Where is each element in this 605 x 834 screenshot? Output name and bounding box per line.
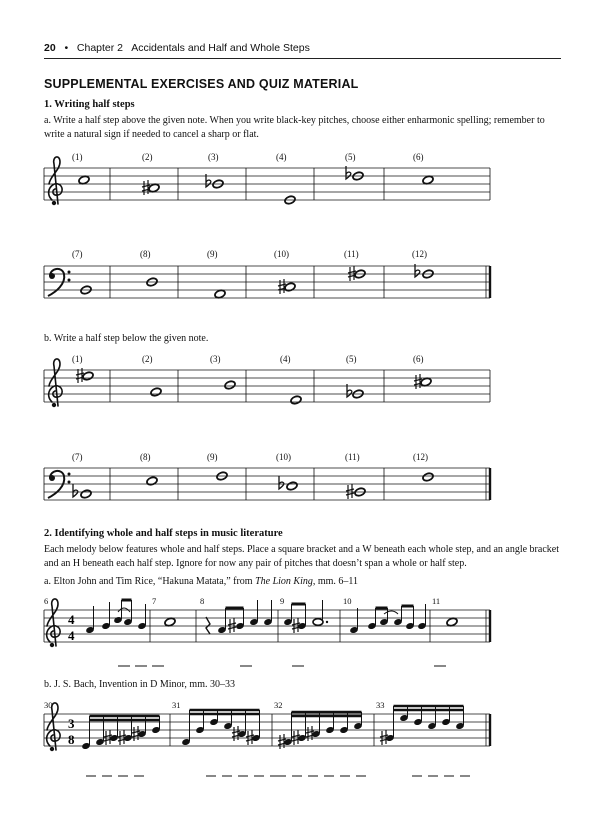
whole-note — [290, 395, 302, 405]
whole-note — [164, 617, 176, 627]
staff-1b-bass — [44, 468, 490, 500]
tie — [384, 611, 398, 614]
exercise-label: (8) — [140, 452, 151, 462]
page-number: 20 — [44, 42, 56, 54]
treble-clef-icon — [47, 599, 60, 647]
time-signature-bottom: 4 — [68, 628, 75, 643]
bass-clef-icon — [48, 269, 71, 296]
sixteenth-group — [81, 716, 161, 750]
measure-number: 11 — [432, 596, 441, 606]
measure-number: 32 — [274, 700, 283, 710]
measure-number: 31 — [172, 700, 181, 710]
staff-1a-treble — [44, 157, 490, 205]
measure-number: 6 — [44, 596, 49, 606]
ex2a-label-work: The Lion King — [255, 576, 313, 587]
staff-bach-invention — [44, 700, 490, 776]
whole-note — [446, 617, 458, 627]
exercise-label: (5) — [345, 152, 356, 162]
whole-note — [150, 387, 162, 397]
whole-note — [214, 289, 226, 299]
half-note — [313, 619, 323, 626]
ex1-title: 1. Writing half steps — [44, 99, 135, 110]
ex2b-label: b. J. S. Bach, Invention in D Minor, mm. 30–33 — [44, 679, 235, 690]
exercise-label: (10) — [276, 452, 291, 462]
exercise-label: (5) — [346, 354, 357, 364]
sixteenth-group — [181, 710, 261, 746]
flat-icon — [279, 476, 284, 489]
exercise-label: (4) — [280, 354, 291, 364]
exercise-label: (7) — [72, 452, 83, 462]
ex2a-label-suffix: , mm. 6–11 — [312, 576, 359, 587]
exercise-label: (6) — [413, 354, 424, 364]
exercise-label: (10) — [274, 249, 289, 259]
exercise-label: (12) — [412, 249, 427, 259]
whole-note — [146, 476, 158, 486]
staff-hakuna-matata — [44, 596, 490, 666]
ex1-labels — [72, 152, 428, 462]
exercise-label: (7) — [72, 249, 83, 259]
exercise-label: (9) — [207, 249, 218, 259]
staff-1b-treble — [44, 359, 490, 407]
whole-note — [78, 175, 90, 185]
section-title: SUPPLEMENTAL EXERCISES AND QUIZ MATERIAL — [44, 77, 359, 91]
sixteenth-group — [380, 706, 465, 745]
ex1a-instructions: a. Write a half step above the given note. When you write black-key pitches, choose either enharmonic spelling; remember to write a natural sign if needed to cancel a sharp or flat. — [44, 115, 545, 140]
exercise-label: (12) — [413, 452, 428, 462]
exercise-label: (11) — [344, 249, 359, 259]
whole-note — [422, 175, 434, 185]
exercise-label: (1) — [72, 152, 83, 162]
ex2-instructions: Each melody below features whole and half steps. Place a square bracket and a W beneath each whole step, and an angle bracket and an H beneath each half step. Ignore for now any pair of pitches that doesn’t span a whole or half step. — [44, 544, 559, 569]
treble-clef-icon — [49, 157, 62, 205]
exercise-label: (2) — [142, 152, 153, 162]
chapter-label: Chapter 2 — [76, 42, 124, 54]
chapter-title: Accidentals and Half and Whole Steps — [131, 42, 310, 54]
staff-1a-bass — [44, 264, 490, 299]
ex2-title: 2. Identifying whole and half steps in music literature — [44, 528, 283, 539]
exercise-label: (2) — [142, 354, 153, 364]
bass-clef-icon — [48, 471, 71, 498]
measure-number: 30 — [44, 700, 53, 710]
measure-number: 9 — [280, 596, 285, 606]
whole-note — [286, 481, 298, 491]
header-bullet: • — [64, 42, 69, 54]
exercise-label: (3) — [210, 354, 221, 364]
rest-icon — [206, 617, 210, 634]
sharp-icon — [346, 484, 354, 499]
whole-note — [80, 489, 92, 499]
whole-note — [224, 380, 236, 390]
exercise-label: (11) — [345, 452, 360, 462]
exercise-label: (8) — [140, 249, 151, 259]
ex2a-label-prefix: a. Elton John and Tim Rice, “Hakuna Matata,” from — [44, 576, 256, 587]
measure-number: 33 — [376, 700, 385, 710]
exercise-label: (4) — [276, 152, 287, 162]
sharp-icon — [228, 618, 236, 633]
exercise-label: (1) — [72, 354, 83, 364]
measure-number: 10 — [343, 596, 352, 606]
sixteenth-group — [278, 712, 363, 749]
ex1b-instructions: b. Write a half step below the given note. — [44, 333, 209, 344]
time-signature-top: 3 — [68, 716, 75, 731]
measure-number: 7 — [152, 596, 157, 606]
time-signature-bottom: 8 — [68, 732, 75, 747]
exercise-label: (6) — [413, 152, 424, 162]
exercise-label: (3) — [208, 152, 219, 162]
treble-clef-icon — [49, 359, 62, 407]
measure-number: 8 — [200, 596, 205, 606]
treble-clef-icon — [47, 703, 60, 751]
flat-icon — [73, 484, 78, 497]
whole-note — [422, 472, 434, 482]
time-signature-top: 4 — [68, 612, 75, 627]
exercise-label: (9) — [207, 452, 218, 462]
